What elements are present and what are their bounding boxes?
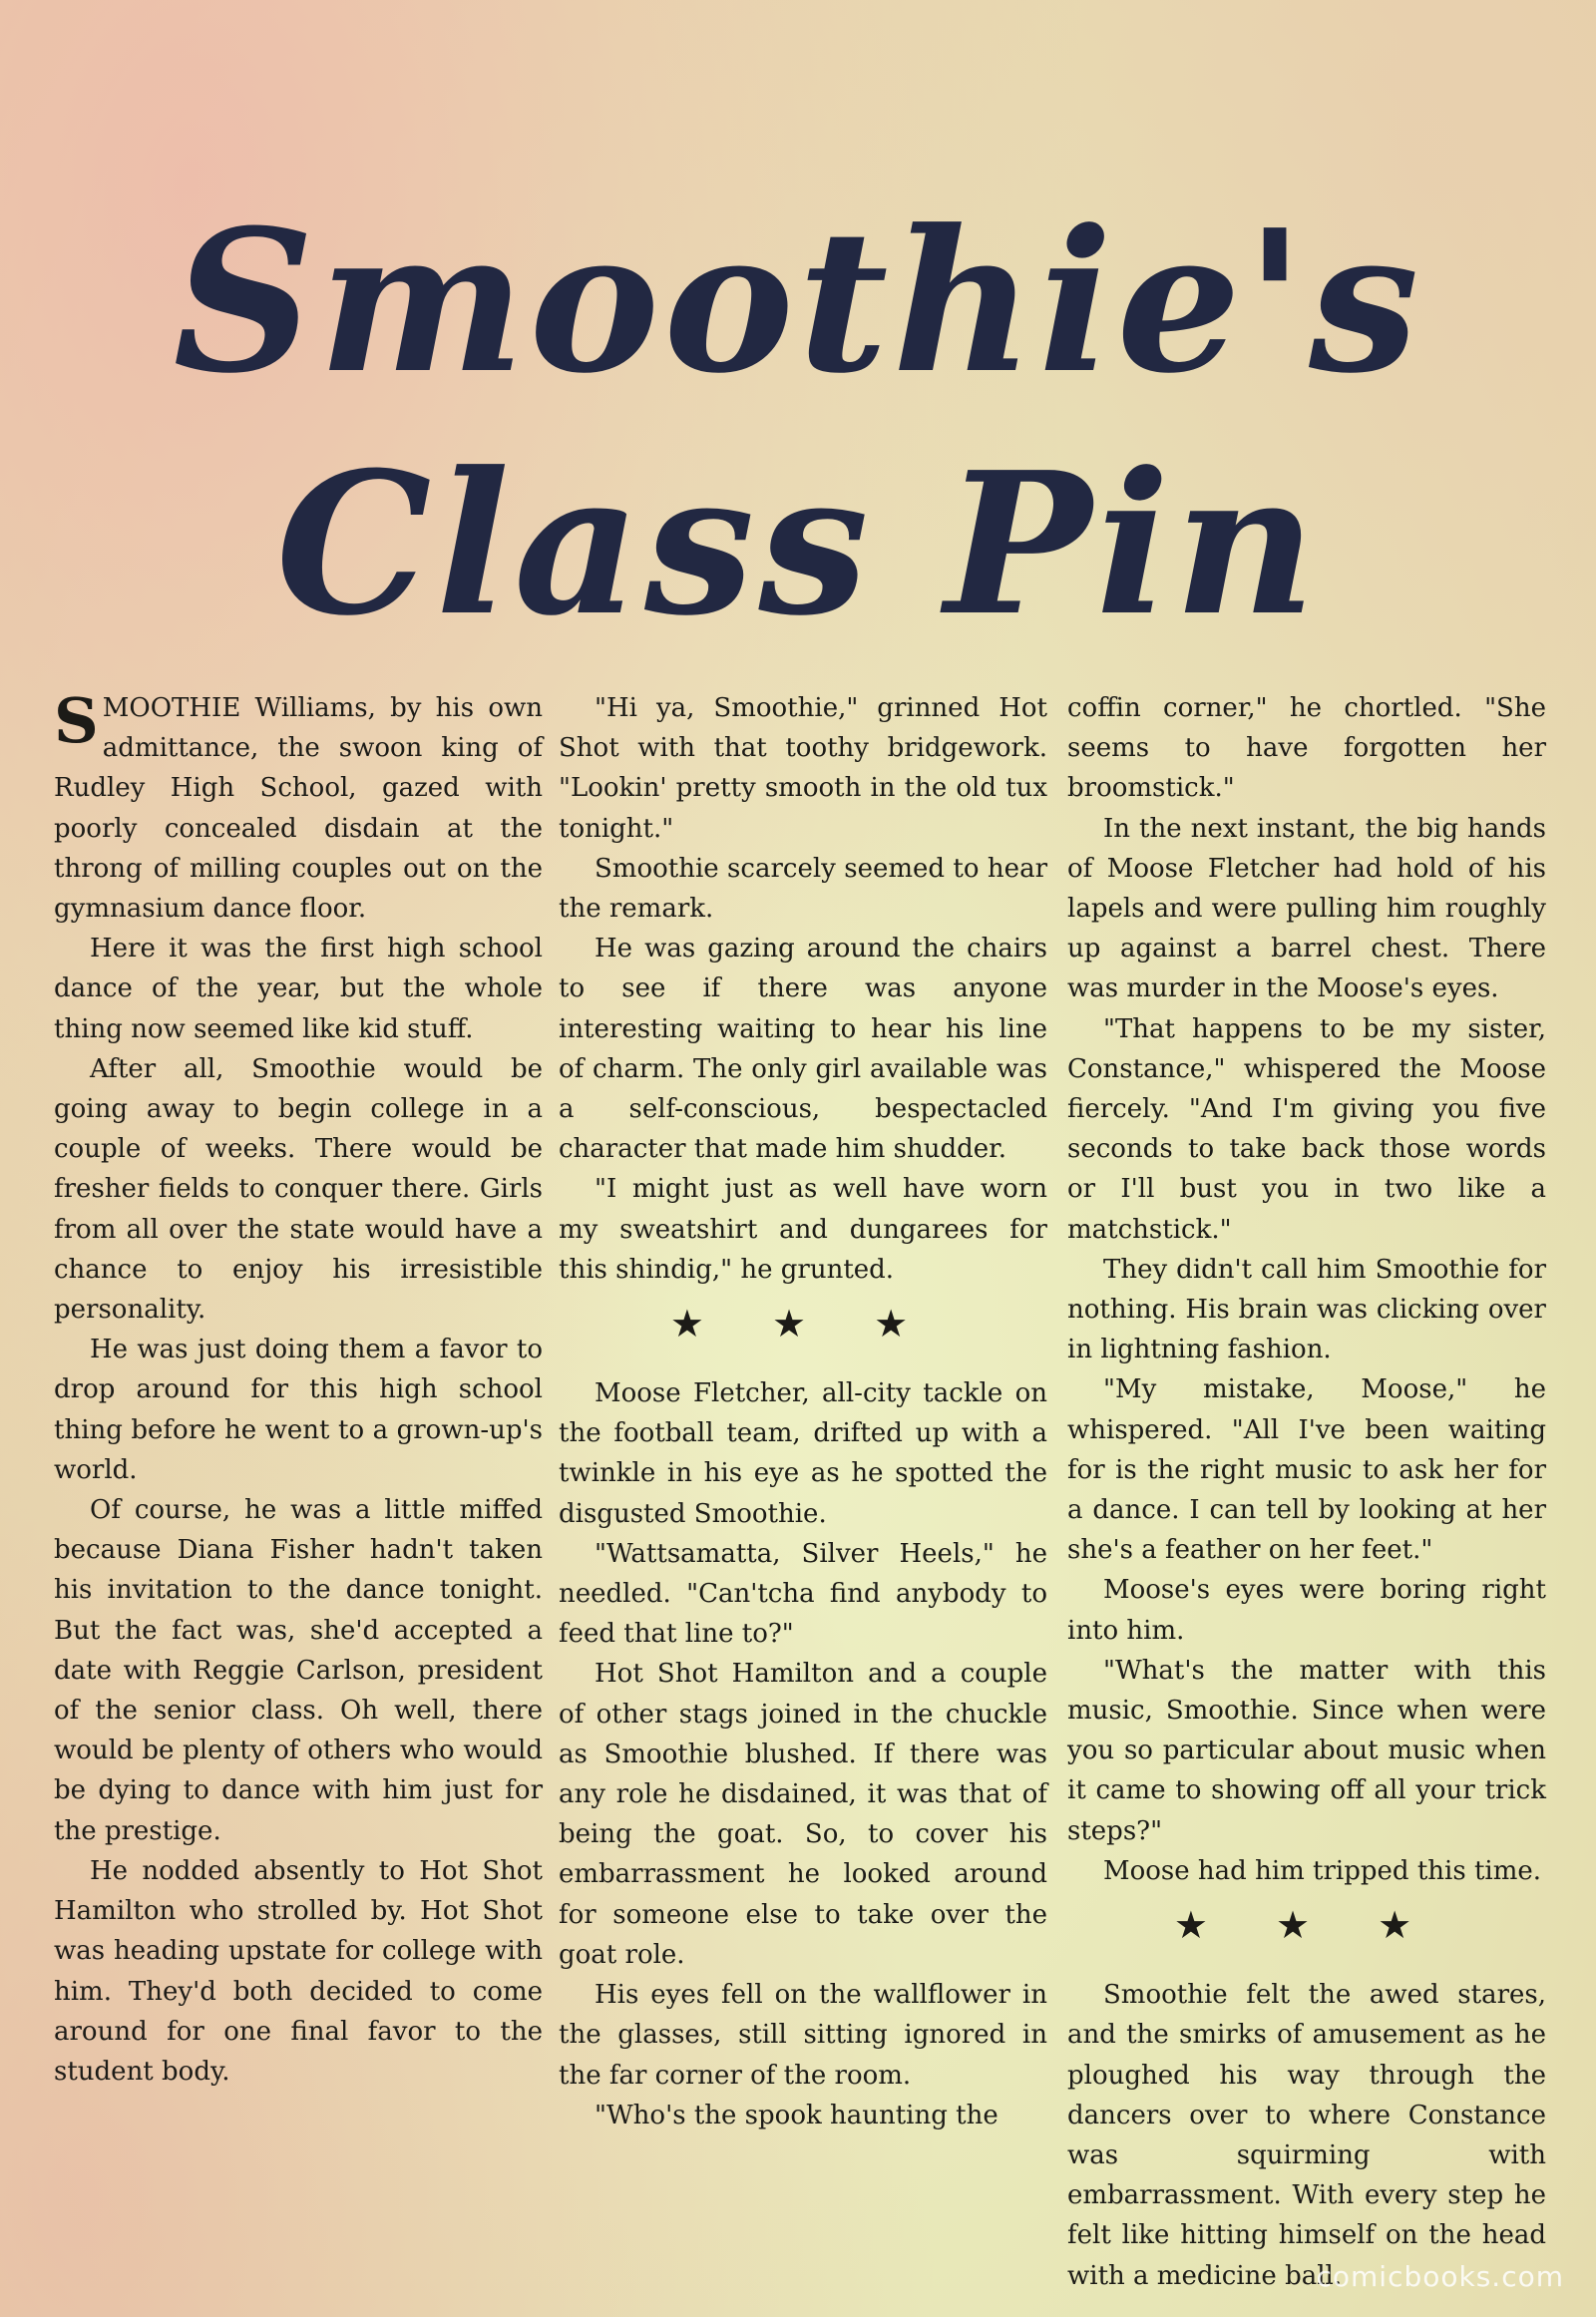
text-column-3: [1067, 688, 1546, 2296]
text-column-1: [54, 684, 543, 2092]
paragraph: Smoothie felt the awed stares, and the smirks of amusement as he ploughed his way through the dancers over to where Constance was squirming with embarrassment. With every step he felt like hitting himself on the head with a medicine ball.: [1067, 1980, 1546, 2291]
continued-paragraph: coffin corner," he chortled. "She seems to have forgotten her broomstick.": [1067, 693, 1546, 804]
paragraph: "Wattsamatta, Silver Heels," he needled. "Can'tcha find anybody to feed that line to?": [559, 1538, 1047, 1650]
paragraph: In the next instant, the big hands of Moose Fletcher had hold of his lapels and were pulling him roughly up against a barrel chest. There was murder in the Moose's eyes.: [1067, 813, 1546, 1004]
paragraph: Hot Shot Hamilton and a couple of other stags joined in the chuckle as Smoothie blushed. If there was any role he disdained, it was that of being the goat. So, to cover his embarrassment he looked around for someone else to take over the goat role.: [559, 1659, 1047, 1970]
paragraph: He was just doing them a favor to drop around for this high school thing before he went to a grown-up's world.: [54, 1335, 543, 1485]
paragraph: "That happens to be my sister, Constance," whispered the Moose fiercely. "And I'm giving you five seconds to take back those words or I'll bust you in two like a matchstick.": [1067, 1013, 1546, 1245]
section-break-stars: ★ ★ ★: [1173, 1903, 1440, 1948]
watermark-text: comicbooks.com: [1316, 2260, 1564, 2293]
paragraph: Moose Fletcher, all-city tackle on the football team, drifted up with a twinkle in his eye as he spotted the disgusted Smoothie.: [559, 1378, 1047, 1529]
paragraph: He was gazing around the chairs to see if there was anyone interesting waiting to hear his line of charm. The only girl available was a self-conscious, bespectacled character that made him shudder.: [559, 934, 1047, 1165]
paragraph: "Hi ya, Smoothie," grinned Hot Shot with that toothy bridgework. "Lookin' pretty smooth in the old tux tonight.": [559, 693, 1047, 844]
section-break-stars: ★ ★ ★: [669, 1302, 937, 1347]
paragraph: "Who's the spook haunting the: [595, 2100, 998, 2130]
opening-paragraph: [54, 684, 543, 929]
story-title-line-1: Smoothie's: [173, 188, 1423, 417]
paragraph: He nodded absently to Hot Shot Hamilton who strolled by. Hot Shot was heading upstate for college with him. They'd both decided to come around for one final favor to the student body.: [54, 1855, 543, 2087]
paragraph: Of course, he was a little miffed because Diana Fisher hadn't taken his invitation to the dance tonight. But the fact was, she'd accepted a date with Reggie Carlson, president of the senior class. Oh well, there would be plenty of others who would be dying to dance with him just for the prestige.: [54, 1495, 543, 1846]
paragraph: "What's the matter with this music, Smoothie. Since when were you so particular about music when it came to showing off all your trick steps?": [1067, 1655, 1546, 1846]
paragraph: "My mistake, Moose," he whispered. "All I've been waiting for is the right music to ask her for a dance. I can tell by looking at her she's a feather on her feet.": [1067, 1374, 1546, 1566]
paragraph: His eyes fell on the wallflower in the glasses, still sitting ignored in the far corner of the room.: [559, 1980, 1047, 2091]
paragraph: Moose's eyes were boring right into him.: [1067, 1575, 1546, 1646]
paragraph: After all, Smoothie would be going away to begin college in a couple of weeks. There would be fresher fields to conquer there. Girls from all over the state would have a chance to enjoy his irresistible personality.: [54, 1053, 543, 1326]
paragraph: They didn't call him Smoothie for nothing. His brain was clicking over in lightning fashion.: [1067, 1254, 1546, 1365]
opening-paragraph-text: MOOTHIE Williams, by his own admittance, the swoon king of Rudley High School, gazed with poorly concealed disdain at the throng of milling couples out on the gymnasium dance floor.: [54, 693, 543, 925]
paragraph: Smoothie scarcely seemed to hear the remark.: [559, 853, 1047, 925]
text-column-2: [559, 688, 1047, 2135]
story-title-line-2: Class Pin: [275, 430, 1321, 659]
paragraph: "I might just as well have worn my sweatshirt and dungarees for this shindig," he grunted.: [559, 1174, 1047, 1285]
paragraph: Here it was the first high school dance of the year, but the whole thing now seemed like kid stuff.: [54, 934, 543, 1044]
drop-cap: S: [54, 684, 99, 757]
paragraph: Moose had him tripped this time.: [1103, 1855, 1542, 1886]
